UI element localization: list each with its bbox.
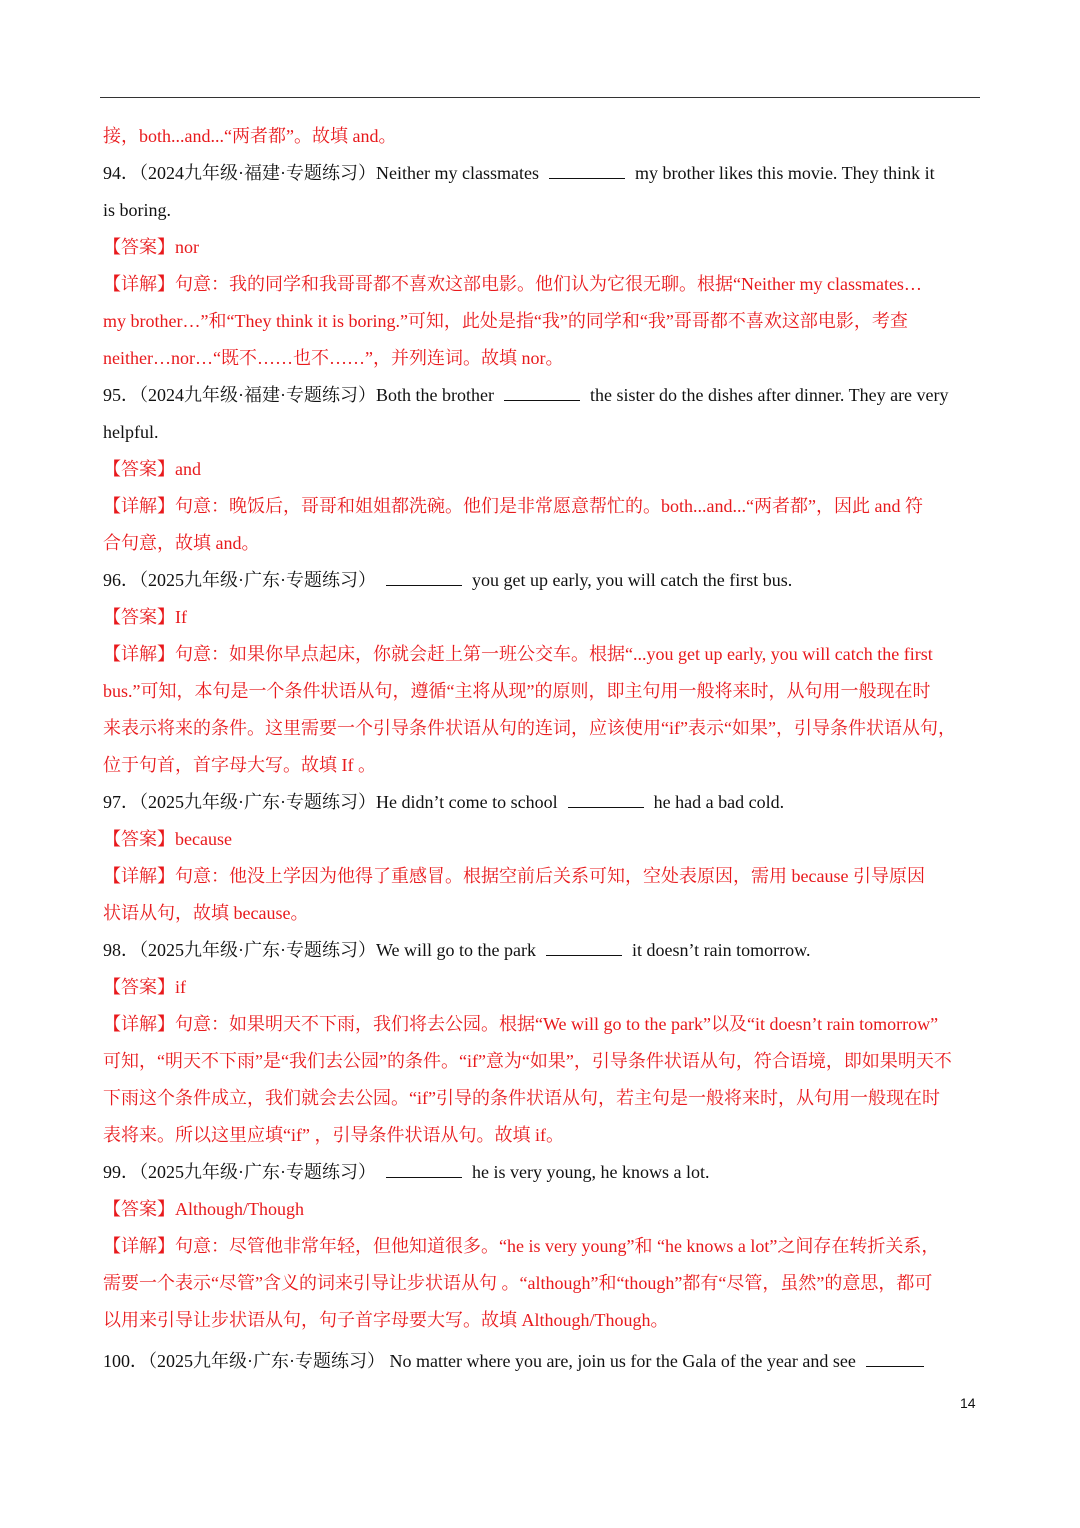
question-block xyxy=(103,784,993,932)
detail-text: 句意：我的同学和我哥哥都不喜欢这部电影。他们认为它很无聊。根据“Neither my classmates… xyxy=(175,274,922,294)
question-line xyxy=(103,932,993,969)
answer-blank xyxy=(549,164,625,179)
detail-line xyxy=(103,525,993,562)
question-number: 96． xyxy=(103,570,139,590)
detail-label: 【详解】 xyxy=(103,1014,175,1034)
detail-line xyxy=(103,1302,993,1339)
detail-text: 状语从句，故填 because。 xyxy=(103,903,309,923)
page-number: 14 xyxy=(960,1395,976,1411)
detail-line xyxy=(103,1265,993,1302)
detail-text: 表将来。所以这里应填“if” ，引导条件状语从句。故填 if。 xyxy=(103,1125,564,1145)
question-number: 95． xyxy=(103,385,139,405)
question-line xyxy=(103,562,993,599)
detail-line xyxy=(103,636,993,673)
detail-text: 句意：如果你早点起床，你就会赶上第一班公交车。根据“...you get up early, you will catch the first xyxy=(175,644,933,664)
question-text: No matter where you are, join us for the Gala of the year and see xyxy=(389,1351,856,1371)
question-source: （2025九年级·广东·专题练习） xyxy=(139,1162,376,1182)
question-text-after: you get up early, you will catch the first bus. xyxy=(472,570,793,590)
page-content xyxy=(103,118,993,1380)
question-number: 97． xyxy=(103,792,139,812)
question-line xyxy=(103,1154,993,1191)
detail-text: 句意：他没上学因为他得了重感冒。根据空前后关系可知，空处表原因，需用 because 引导原因 xyxy=(175,866,925,886)
question-text-after: he is very young, he knows a lot. xyxy=(472,1162,710,1182)
detail-label: 【详解】 xyxy=(103,496,175,516)
answer-value: If xyxy=(175,607,187,627)
detail-text: 可知，“明天不下雨”是“我们去公园”的条件。“if”意为“如果”，引导条件状语从句，符合语境，即如果明天不 xyxy=(103,1051,952,1071)
answer-blank xyxy=(568,793,644,808)
question-continuation: helpful. xyxy=(103,422,159,442)
detail-line xyxy=(103,1080,993,1117)
detail-text: 句意：尽管他非常年轻，但他知道很多。“he is very young”和 “he knows a lot”之间存在转折关系， xyxy=(175,1236,940,1256)
answer-label: 【答案】 xyxy=(103,459,175,479)
detail-label: 【详解】 xyxy=(103,1236,175,1256)
answer-line xyxy=(103,1191,993,1228)
answer-line xyxy=(103,821,993,858)
detail-line xyxy=(103,858,993,895)
question-text-after: my brother likes this movie. They think it xyxy=(634,163,935,183)
detail-label: 【详解】 xyxy=(103,644,175,664)
question-source: （2024九年级·福建·专题练习） xyxy=(139,385,376,405)
answer-value: Although/Though xyxy=(175,1199,304,1219)
answer-line xyxy=(103,969,993,1006)
answer-blank xyxy=(386,1163,462,1178)
answer-label: 【答案】 xyxy=(103,607,175,627)
detail-label: 【详解】 xyxy=(103,866,175,886)
detail-line xyxy=(103,1228,993,1265)
detail-text: 需要一个表示“尽管”含义的词来引导让步状语从句 。“although”和“though”都有“尽管，虽然”的意思，都可 xyxy=(103,1273,933,1293)
question-block xyxy=(103,377,993,562)
question-continuation: is boring. xyxy=(103,200,172,220)
detail-text: 合句意，故填 and。 xyxy=(103,533,260,553)
question-block xyxy=(103,562,993,784)
answer-blank xyxy=(504,386,580,401)
detail-line xyxy=(103,1117,993,1154)
detail-text: 来表示将来的条件。这里需要一个引导条件状语从句的连词，应该使用“if”表示“如果”，引导条件状语从句， xyxy=(103,718,956,738)
question-text-before: Both the brother xyxy=(376,385,494,405)
answer-blank xyxy=(546,941,622,956)
detail-line xyxy=(103,266,993,303)
question-100 xyxy=(103,1343,993,1380)
question-source: （2024九年级·福建·专题练习） xyxy=(139,163,376,183)
question-number: 98． xyxy=(103,940,139,960)
question-block xyxy=(103,932,993,1154)
detail-text: my brother…”和“They think it is boring.”可知，此处是指“我”的同学和“我”哥哥都不喜欢这部电影，考查 xyxy=(103,311,908,331)
detail-line xyxy=(103,747,993,784)
question-text-before: We will go to the park xyxy=(376,940,537,960)
question-number: 99． xyxy=(103,1162,139,1182)
question-list xyxy=(103,155,993,1339)
question-text-before: Neither my classmates xyxy=(376,163,539,183)
answer-label: 【答案】 xyxy=(103,237,175,257)
question-text-after: the sister do the dishes after dinner. They are very xyxy=(589,385,949,405)
answer-value: if xyxy=(175,977,186,997)
question-line xyxy=(103,377,993,414)
question-block xyxy=(103,155,993,377)
detail-label: 【详解】 xyxy=(103,274,175,294)
answer-blank xyxy=(866,1352,924,1367)
answer-label: 【答案】 xyxy=(103,977,175,997)
detail-line xyxy=(103,340,993,377)
question-block xyxy=(103,1154,993,1339)
question-line xyxy=(103,784,993,821)
detail-line xyxy=(103,1006,993,1043)
question-source: （2025九年级·广东·专题练习） xyxy=(139,940,376,960)
answer-label: 【答案】 xyxy=(103,1199,175,1219)
detail-line xyxy=(103,303,993,340)
answer-value: nor xyxy=(175,237,199,257)
detail-line xyxy=(103,488,993,525)
question-text-after: he had a bad cold. xyxy=(653,792,785,812)
question-number: 100． xyxy=(103,1351,148,1371)
answer-value: and xyxy=(175,459,201,479)
question-text-before: He didn’t come to school xyxy=(376,792,558,812)
detail-line xyxy=(103,1043,993,1080)
answer-line xyxy=(103,451,993,488)
question-source: （2025九年级·广东·专题练习） xyxy=(139,570,376,590)
detail-text: neither…nor…“既不……也不……”，并列连词。故填 nor。 xyxy=(103,348,564,368)
detail-text: 下雨这个条件成立，我们就会去公园。“if”引导的条件状语从句，若主句是一般将来时，从句用一般现在时 xyxy=(103,1088,940,1108)
question-number: 94． xyxy=(103,163,139,183)
question-text-after: it doesn’t rain tomorrow. xyxy=(632,940,811,960)
answer-line xyxy=(103,599,993,636)
question-source: （2025九年级·广东·专题练习） xyxy=(148,1351,385,1371)
answer-blank xyxy=(386,571,462,586)
detail-text: 位于句首，首字母大写。故填 If 。 xyxy=(103,755,376,775)
detail-line xyxy=(103,710,993,747)
answer-label: 【答案】 xyxy=(103,829,175,849)
detail-text: bus.”可知，本句是一个条件状语从句，遵循“主将从现”的原则，即主句用一般将来时，从句用一般现在时 xyxy=(103,681,931,701)
question-source: （2025九年级·广东·专题练习） xyxy=(139,792,376,812)
detail-text: 句意：晚饭后，哥哥和姐姐都洗碗。他们是非常愿意帮忙的。both...and...“两者都”，因此 and 符 xyxy=(175,496,923,516)
detail-line xyxy=(103,673,993,710)
detail-text: 以用来引导让步状语从句，句子首字母要大写。故填 Although/Though。 xyxy=(103,1310,669,1330)
intro-line: 接，both...and...“两者都”。故填 and。 xyxy=(103,126,397,146)
answer-value: because xyxy=(175,829,232,849)
question-line xyxy=(103,155,993,192)
detail-line xyxy=(103,895,993,932)
answer-line xyxy=(103,229,993,266)
header-rule xyxy=(100,97,980,98)
detail-text: 句意：如果明天不下雨，我们将去公园。根据“We will go to the park”以及“it doesn’t rain tomorrow” xyxy=(175,1014,939,1034)
